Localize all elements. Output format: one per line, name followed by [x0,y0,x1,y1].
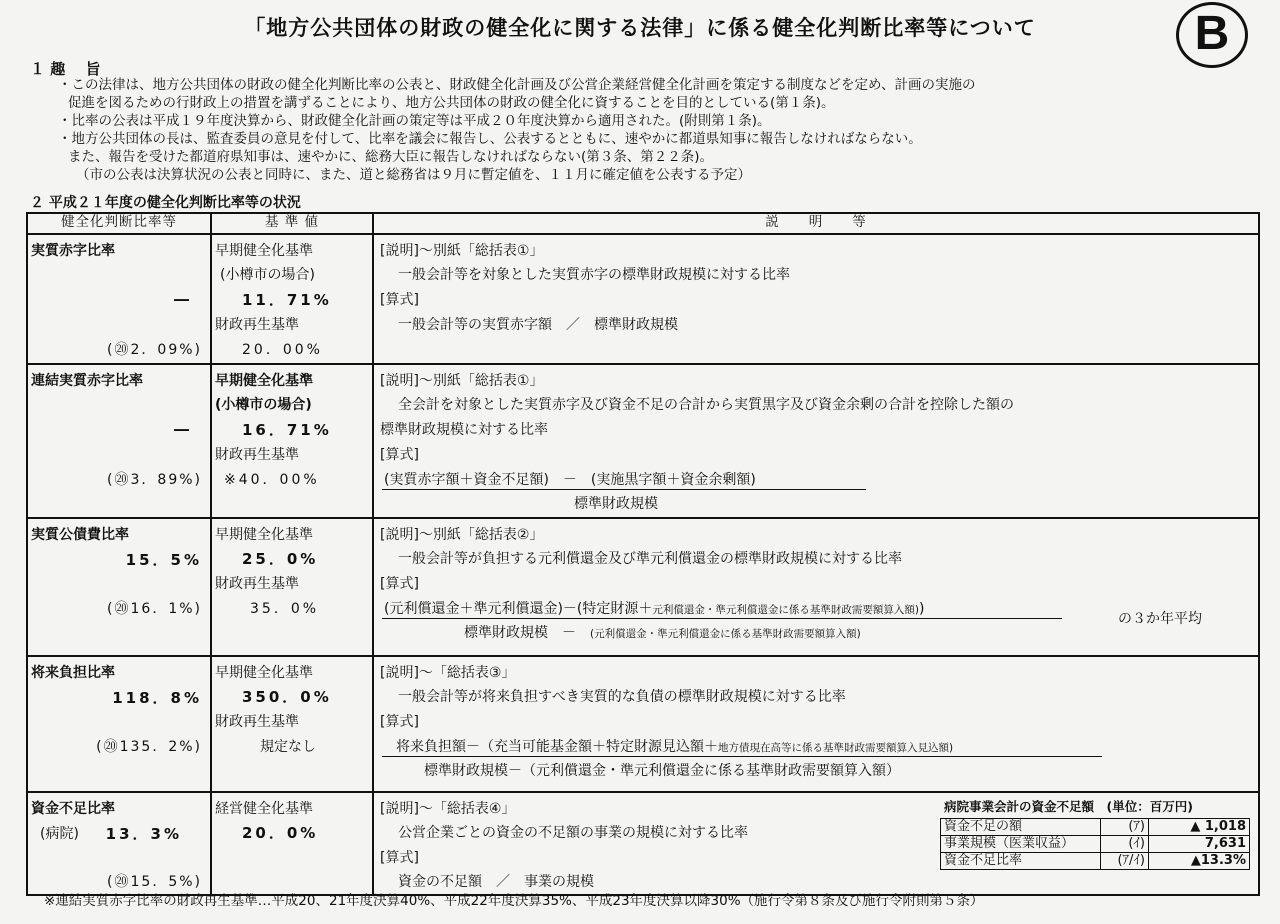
fraction-rule [382,756,1102,757]
fraction-rule [382,489,866,490]
hospital-row-value: ▲ 1,018 [1149,819,1250,836]
hospital-row-code: (ｱ/ｲ) [1101,853,1149,870]
standard-label: 財政再生基準 [215,714,299,730]
ratio-actual: ― [174,290,192,308]
standard-value: 350．0% [242,688,332,706]
formula-text: 一般会計等の実質赤字額 ／ 標準財政規模 [398,317,678,333]
section1-line: （市の公表は決算状況の公表と同時に、また、道と総務省は９月に暫定値を、１１月に確定値を公表する予定） [76,167,751,183]
fraction-rule [382,618,1062,619]
standard-label: 早期健全化基準 [215,665,313,681]
column-header-explanation: 説 明 等 [373,213,1259,234]
formula-label: [算式] [380,292,419,308]
formula-denominator [464,622,861,642]
section1-line: 促進を図るための行財政上の措置を講ずることにより、地方公共団体の財政の健全化に資することを目的としている(第１条)。 [68,95,835,111]
formula-numerator: (実質赤字額＋資金不足額) － (実施黒字額＋資金余剰額) [384,472,756,488]
explanation-text: 一般会計等が負担する元利償還金及び準元利償還金の標準財政規模に対する比率 [398,551,902,567]
standard-value: 規定なし [260,739,316,755]
formula-label: [算式] [380,850,419,866]
formula-label: [算式] [380,576,419,592]
explanation-text: 公営企業ごとの資金の不足額の事業の規模に対する比率 [398,825,748,841]
hospital-row-label: 資金不足比率 [941,853,1101,870]
hospital-unit: (単位：百万円) [1106,799,1193,814]
ratio-name: 連結実質赤字比率 [31,373,143,389]
column-header-ratio: 健全化判断比率等 [27,213,211,234]
hospital-row-label: 事業規模（医業収益） [941,836,1101,853]
table-row [27,364,1259,518]
hospital-box-title [944,797,1193,815]
column-header-standard: 基 準 値 [211,213,373,234]
hospital-deficit-table [940,818,1250,870]
page-title: 「地方公共団体の財政の健全化に関する法律」に係る健全化判断比率等について [244,16,1036,40]
ratio-table [26,212,1260,896]
standard-value: 25．0% [242,550,319,568]
standard-label: 財政再生基準 [215,576,299,592]
table-row [941,819,1250,836]
standard-label: 財政再生基準 [215,447,299,463]
formula-denominator-main: 標準財政規模 － [464,625,576,641]
section1-line: ・比率の公表は平成１９年度決算から、財政健全化計画の策定等は平成２０年度決算から適用された。(附則第１条)。 [58,113,771,129]
formula-denominator: 標準財政規模－（元利償還金・準元利償還金に係る基準財政需要額算入額） [424,763,900,779]
ratio-name: 資金不足比率 [31,801,115,817]
ratio-actual-label: (病院) [40,826,79,842]
hospital-row-label: 資金不足の額 [941,819,1101,836]
explanation-text: 全会計を対象とした実質赤字及び資金不足の合計から実質黒字及び資金余剰の合計を控除した額の [398,397,1014,413]
ratio-previous: (⑳15．5%) [107,874,202,890]
section1-line: ・この法律は、地方公共団体の財政の健全化判断比率の公表と、財政健全化計画及び公営企業経営健全化計画を策定する制度などを定め、計画の実施の [58,77,976,93]
explanation-text: 一般会計等が将来負担すべき実質的な負債の標準財政規模に対する比率 [398,689,846,705]
standard-value: 35．0% [250,601,320,617]
ratio-name: 実質公債費比率 [31,527,129,543]
section1-heading: １ 趣 旨 [30,60,101,78]
explanation-label: [説明]～「総括表④」 [380,801,516,817]
standard-value: 11．71% [242,291,332,309]
ratio-actual: ― [174,420,192,438]
standard-label: 早期健全化基準 [215,527,313,543]
explanation-label: [説明]～別紙「総括表①」 [380,373,544,389]
formula-suffix: の３か年平均 [1118,611,1202,627]
footnote: ※連結実質赤字比率の財政再生基準…平成20、21年度決算40%、平成22年度決算35%、平成23年度決算以降30%（施行令第８条及び施行令附則第５条） [44,893,984,909]
explanation-text: 一般会計等を対象とした実質赤字の標準財政規模に対する比率 [398,267,790,283]
formula-numerator-main: (元利償還金＋準元利償還金)－(特定財源＋ [384,601,653,617]
ratio-previous: (⑳135．2%) [96,739,202,755]
standard-value: 20．0% [242,824,319,842]
hospital-title: 病院事業会計の資金不足額 [944,799,1095,814]
formula-label: [算式] [380,714,419,730]
ratio-actual: 13．3% [105,825,182,843]
standard-label: 早期健全化基準 [215,373,313,389]
table-row [27,518,1259,656]
ratio-previous: (⑳2．09%) [107,342,202,358]
formula-text: 資金の不足額 ／ 事業の規模 [398,874,594,890]
standard-note: (小樽市の場合) [220,267,315,283]
document-label-badge: B [1176,2,1248,68]
ratio-previous: (⑳3．89%) [107,472,202,488]
standard-value: ※40．00% [224,472,320,488]
hospital-row-value: 7,631 [1149,836,1250,853]
table-row [27,656,1259,792]
hospital-row-value: ▲13.3% [1149,853,1250,870]
ratio-previous: (⑳16．1%) [107,601,202,617]
standard-label: 経営健全化基準 [215,801,313,817]
explanation-text: 標準財政規模に対する比率 [380,422,548,438]
table-row [27,234,1259,364]
explanation-label: [説明]～別紙「総括表②」 [380,527,544,543]
table-row [941,853,1250,870]
hospital-row-code: (ｲ) [1101,836,1149,853]
formula-denominator: 標準財政規模 [574,496,658,512]
formula-denominator-sub: (元利償還金・準元利償還金に係る基準財政需要額算入額) [590,628,861,640]
standard-value: 20．00% [242,342,323,358]
section1-line: ・地方公共団体の長は、監査委員の意見を付して、比率を議会に報告し、公表するとともに、速やかに都道県知事に報告しなければならない。 [58,131,922,147]
formula-numerator-sub: 元利償還金・準元利償還金に係る基準財政需要額算入額) [652,604,919,616]
explanation-label: [説明]～別紙「総括表①」 [380,243,544,259]
table-row [941,836,1250,853]
section1-line: また、報告を受けた都道府県知事は、速やかに、総務大臣に報告しなければならない(第３条、第２２条)。 [68,149,714,165]
standard-note: (小樽市の場合) [215,397,312,413]
ratio-actual: 15．5% [125,551,202,569]
explanation-label: [説明]～「総括表③」 [380,665,516,681]
formula-numerator [396,736,953,756]
formula-label: [算式] [380,447,419,463]
standard-label: 早期健全化基準 [215,243,313,259]
section2-heading: ２ 平成２１年度の健全化判断比率等の状況 [30,195,301,211]
formula-numerator-main: 将来負担額－（充当可能基金額＋特定財源見込額＋ [396,739,718,755]
hospital-row-code: (ｱ) [1101,819,1149,836]
standard-label: 財政再生基準 [215,317,299,333]
ratio-name: 実質赤字比率 [31,243,115,259]
standard-value: 16．71% [242,421,332,439]
ratio-name: 将来負担比率 [31,665,115,681]
formula-numerator: (元利償還金＋準元利償還金)－(特定財源＋元利償還金・準元利償還金に係る基準財政需要額算入額)) [384,601,925,617]
ratio-actual: 118．8% [112,689,202,707]
formula-numerator-sub: 地方債現在高等に係る基準財政需要額算入見込額) [718,742,954,754]
